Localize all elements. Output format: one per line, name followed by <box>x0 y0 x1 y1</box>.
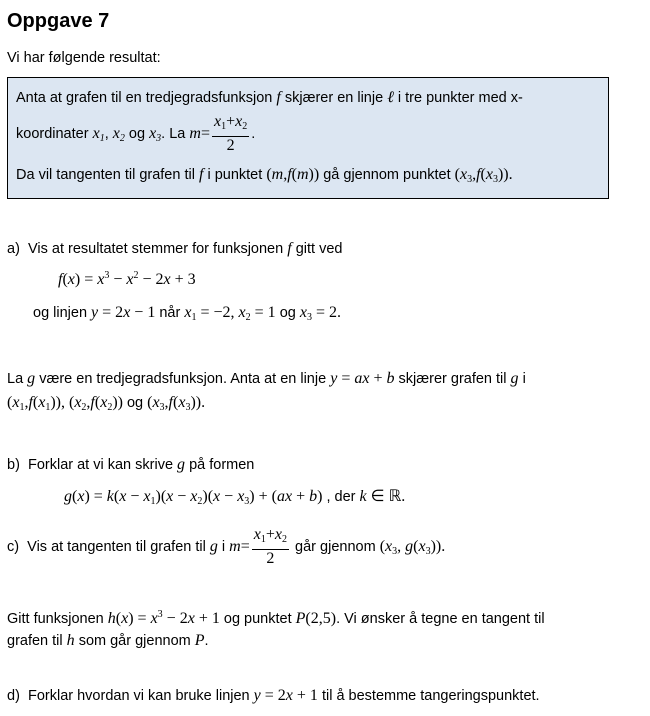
box-line-1: Anta at grafen til en tredjegradsfunksjon f skjærer en linje ℓ i tre punkter med x- <box>16 89 523 106</box>
paragraph-h-line-1: Gitt funksjonen $h(x) = x^3 - 2x + 1$ og punktet P(2,5). Vi ønsker å tegne en tangent til <box>7 609 545 627</box>
page-title: Oppgave 7 <box>7 10 110 32</box>
task-a-line: og linjen y = 2x − 1 når $x_1 = -2$, $x_2 = 1$ og $x_3 = 2$. <box>33 304 341 323</box>
paragraph-g-line-2: $(x_1,f(x_1))$, $(x_2,f(x_2))$ og $(x_3,f(x_3))$. <box>7 394 206 413</box>
paragraph-h-line-2: grafen til h som går gjennom P. <box>7 632 209 649</box>
formula-f: $f(x) = x^3 - x^2 - 2x + 3$ <box>58 270 196 288</box>
paragraph-g-line-1: La g være en tredjegradsfunksjon. Anta at en linje y = ax + b skjærer grafen til g i <box>7 370 526 387</box>
fraction-m: $\frac{x_1+x_2}{2}$ <box>213 113 248 154</box>
box-line-2: koordinater $x_1$, $x_2$ og $x_3$. La m= $\frac{x_1+x_2}{2}$ . <box>16 113 256 154</box>
fraction-m-c: $\frac{x_1+x_2}{2}$ <box>253 526 288 567</box>
task-d: d) Forklar hvordan vi kan bruke linjen y = 2x + 1 til å bestemme tangeringspunktet. <box>7 687 540 704</box>
task-a: a) Vis at resultatet stemmer for funksjonen f gitt ved <box>7 240 343 257</box>
formula-g: $g(x) = k(x - x_1)(x - x_2)(x - x_3) + (ax + b)$ , der k ∈ ℝ. <box>64 488 406 507</box>
intro-text: Vi har følgende resultat: <box>7 50 161 66</box>
task-c: c) Vis at tangenten til grafen til g i m= $\frac{x_1+x_2}{2}$ går gjennom ($x_3$, $g(x_3)$). <box>7 526 446 567</box>
task-b: b) Forklar at vi kan skrive g på formen <box>7 456 255 473</box>
box-line-3: Da vil tangenten til grafen til f i punktet (m,f(m)) gå gjennom punktet $(x_3,f(x_3))$. <box>16 166 513 185</box>
